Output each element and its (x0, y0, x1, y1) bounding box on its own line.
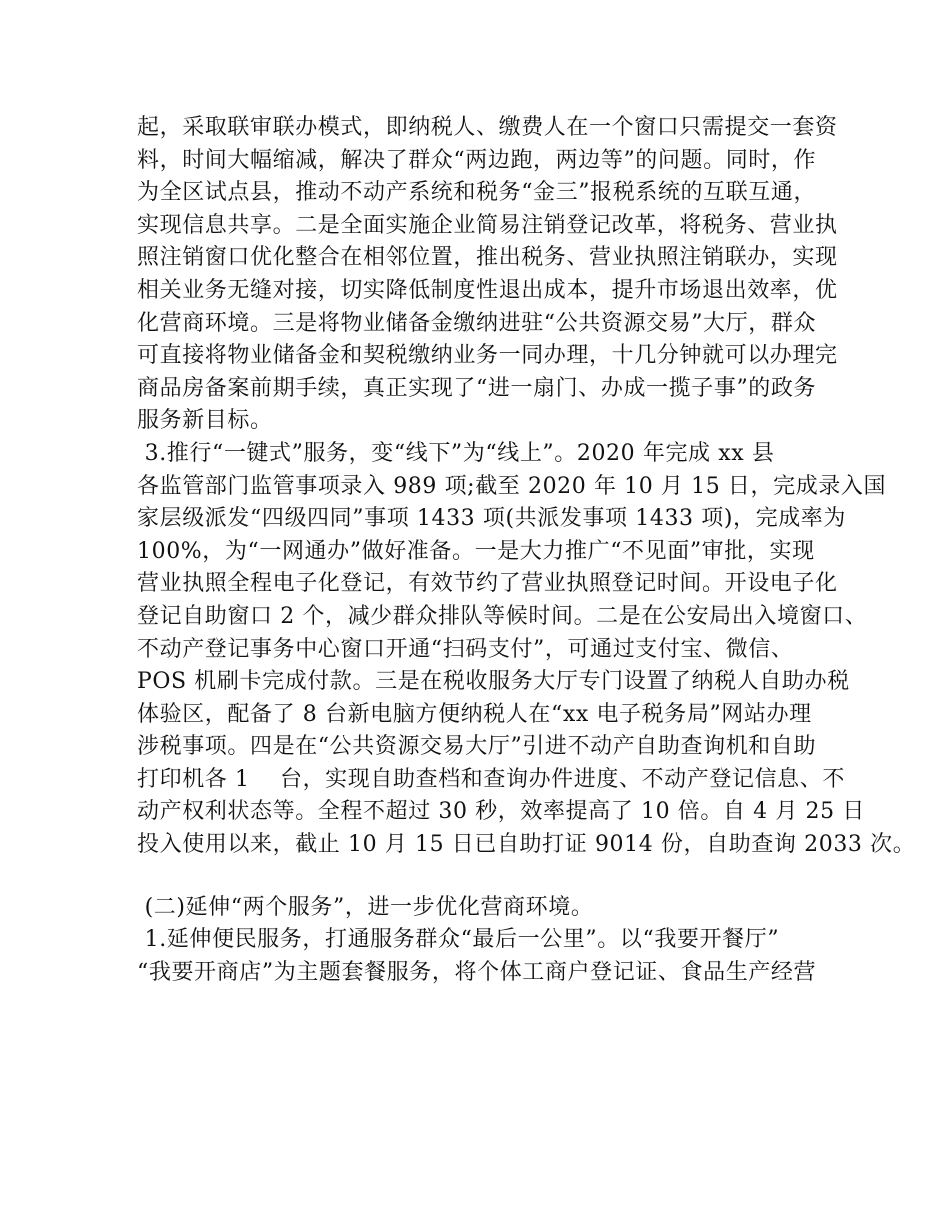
text-line: 投入使用以来，截止 10 月 15 日已自助打证 9014 份，自助查询 2033 次。 (137, 832, 916, 858)
text-line: 涉税事项。四是在“公共资源交易大厅”引进不动产自助查询机和自助 (137, 734, 817, 760)
text-line: 服务新目标。 (137, 408, 273, 434)
text-line: 1.延伸便民服务，打通服务群众“最后一公里”。以“我要开餐厅” (137, 927, 780, 953)
text-line: 家层级派发“四级四同”事项 1433 项(共派发事项 1433 项)，完成率为 (137, 506, 847, 532)
text-line: 各监管部门监管事项录入 989 项;截至 2020 年 10 月 15 日，完成录入国 (137, 473, 887, 499)
text-line: 100%，为“一网通办”做好准备。一是大力推广“不见面”审批，实现 (137, 538, 815, 564)
text-line: 体验区，配备了 8 台新电脑方便纳税人在“xx 电子税务局”网站办理 (137, 701, 812, 727)
text-line: 登记自助窗口 2 个，减少群众排队等候时间。二是在公安局出入境窗口、 (137, 603, 868, 629)
section-gap (137, 862, 827, 892)
text-line: 3.推行“一键式”服务，变“线下”为“线上”。2020 年完成 xx 县 (137, 440, 775, 466)
text-line: 商品房备案前期手续，真正实现了“进一扇门、办成一揽子事”的政务 (137, 375, 817, 401)
text-line: 起，采取联审联办模式，即纳税人、缴费人在一个窗口只需提交一套资 (137, 115, 838, 140)
text-line: 营业执照全程电子化登记，有效节约了营业执照登记时间。开设电子化 (137, 571, 838, 597)
text-line: 实现信息共享。二是全面实施企业简易注销登记改革，将税务、营业执 (137, 212, 838, 238)
section-heading: (二)延伸“两个服务”，进一步优化营商环境。 (137, 894, 594, 920)
text-line: 相关业务无缝对接，切实降低制度性退出成本，提升市场退出效率，优 (137, 277, 838, 303)
text-line: “我要开商店”为主题套餐服务，将个体工商户登记证、食品生产经营 (137, 959, 817, 985)
text-line: 为全区试点县，推动不动产系统和税务“金三”报税系统的互联互通， (137, 180, 817, 206)
text-line: 化营商环境。三是将物业储备金缴纳进驻“公共资源交易”大厅，群众 (137, 310, 817, 336)
text-line: 料，时间大幅缩减，解决了群众“两边跑，两边等”的问题。同时，作 (137, 147, 817, 173)
text-line: 动产权利状态等。全程不超过 30 秒，效率提高了 10 倍。自 4 月 25 日 (137, 799, 865, 825)
document-body (137, 112, 916, 989)
text-line: 可直接将物业储备金和契税缴纳业务一同办理，十几分钟就可以办理完 (137, 343, 838, 369)
text-line: 不动产登记事务中心窗口开通“扫码支付”，可通过支付宝、微信、 (137, 636, 794, 662)
text-line: POS 机刷卡完成付款。三是在税收服务大厅专门设置了纳税人自助办税 (137, 669, 850, 695)
text-line: 照注销窗口优化整合在相邻位置，推出税务、营业执照注销联办，实现 (137, 245, 838, 271)
text-line: 打印机各 1 台，实现自助查档和查询办件进度、不动产登记信息、不 (137, 766, 845, 792)
